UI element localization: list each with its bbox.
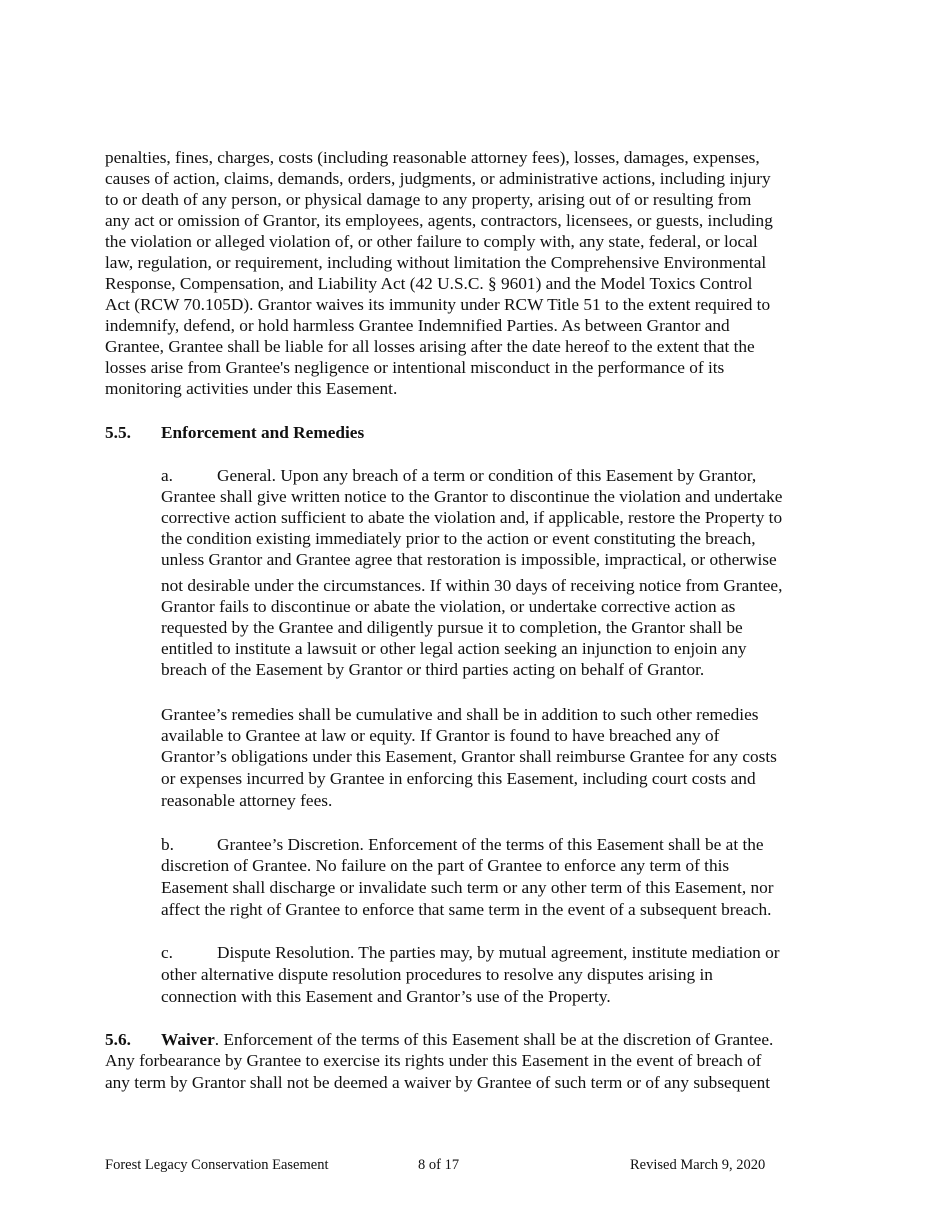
subsection-line: not desirable under the circumstances. If within 30 days of receiving notice from Grantee, — [161, 576, 783, 595]
remedies-line: or expenses incurred by Grantee in enforcing this Easement, including court costs and — [161, 769, 756, 788]
intro-line: penalties, fines, charges, costs (including reasonable attorney fees), losses, damages, expenses, — [105, 148, 760, 167]
intro-line: causes of action, claims, demands, orders, judgments, or administrative actions, including injury — [105, 169, 771, 188]
intro-line: monitoring activities under this Easement. — [105, 379, 398, 398]
intro-line: to or death of any person, or physical damage to any property, arising out of or resulting from — [105, 190, 752, 209]
subsection-letter: a. — [161, 466, 173, 485]
section-5-6-first-line — [161, 1029, 773, 1050]
intro-line: Act (RCW 70.105D). Grantor waives its immunity under RCW Title 51 to the extent required to — [105, 295, 771, 314]
subsection-line: Grantor fails to discontinue or abate the violation, or undertake corrective action as — [161, 597, 736, 616]
subsection-first-line: Dispute Resolution. The parties may, by mutual agreement, institute mediation or — [217, 943, 780, 962]
subsection-line: Easement shall discharge or invalidate such term or any other term of this Easement, nor — [161, 878, 774, 897]
subsection-first-line: Grantee’s Discretion. Enforcement of the terms of this Easement shall be at the — [217, 835, 764, 854]
subsection-line: other alternative dispute resolution procedures to resolve any disputes arising in — [161, 965, 713, 984]
subsection-line: entitled to institute a lawsuit or other legal action seeking an injunction to enjoin any — [161, 639, 747, 658]
section-title: Waiver — [161, 1030, 215, 1049]
subsection-line: breach of the Easement by Grantor or third parties acting on behalf of Grantor. — [161, 660, 705, 679]
subsection-line: corrective action sufficient to abate the violation and, if applicable, restore the Property to — [161, 508, 783, 527]
intro-line: losses arise from Grantee's negligence or intentional misconduct in the performance of its — [105, 358, 725, 377]
subsection-line: the condition existing immediately prior to the action or event constituting the breach, — [161, 529, 756, 548]
subsection-line: Grantee shall give written notice to the Grantor to discontinue the violation and undertake — [161, 487, 783, 506]
subsection-line: connection with this Easement and Grantor’s use of the Property. — [161, 987, 611, 1006]
subsection-line: unless Grantor and Grantee agree that restoration is impossible, impractical, or otherwise — [161, 550, 777, 569]
subsection-line: affect the right of Grantee to enforce that same term in the event of a subsequent breach. — [161, 900, 772, 919]
remedies-line: Grantor’s obligations under this Easement, Grantor shall reimburse Grantee for any costs — [161, 747, 777, 766]
section-5-6-line: Any forbearance by Grantee to exercise its rights under this Easement in the event of breach of — [105, 1051, 762, 1070]
section-title: Enforcement and Remedies — [161, 423, 365, 442]
remedies-line: Grantee’s remedies shall be cumulative and shall be in addition to such other remedies — [161, 705, 759, 724]
subsection-first-line: General. Upon any breach of a term or condition of this Easement by Grantor, — [217, 466, 757, 485]
footer-revised-date: Revised March 9, 2020 — [630, 1157, 766, 1173]
intro-line: Response, Compensation, and Liability Act (42 U.S.C. § 9601) and the Model Toxics Control — [105, 274, 753, 293]
section-number: 5.5. — [105, 423, 131, 442]
intro-line: law, regulation, or requirement, including without limitation the Comprehensive Environmental — [105, 253, 767, 272]
footer-page-number: 8 of 17 — [418, 1157, 460, 1173]
footer-document-title: Forest Legacy Conservation Easement — [105, 1157, 329, 1173]
intro-line: any act or omission of Grantor, its employees, agents, contractors, licensees, or guests, including — [105, 211, 773, 230]
intro-line: Grantee, Grantee shall be liable for all losses arising after the date hereof to the extent that the — [105, 337, 755, 356]
remedies-line: available to Grantee at law or equity. If Grantor is found to have breached any of — [161, 726, 720, 745]
section-5-6-line: any term by Grantor shall not be deemed a waiver by Grantee of such term or of any subsequent — [105, 1073, 771, 1092]
section-number: 5.6. — [105, 1030, 131, 1049]
subsection-line: discretion of Grantee. No failure on the part of Grantee to enforce any term of this — [161, 856, 730, 875]
intro-line: the violation or alleged violation of, or other failure to comply with, any state, federal, or local — [105, 232, 758, 251]
intro-line: indemnify, defend, or hold harmless Grantee Indemnified Parties. As between Grantor and — [105, 316, 730, 335]
subsection-letter: b. — [161, 835, 174, 854]
subsection-letter: c. — [161, 943, 173, 962]
section-5-6-first-line-text: . Enforcement of the terms of this Easement shall be at the discretion of Grantee. — [214, 1030, 774, 1049]
remedies-line: reasonable attorney fees. — [161, 791, 333, 810]
subsection-line: requested by the Grantee and diligently pursue it to completion, the Grantor shall be — [161, 618, 743, 637]
